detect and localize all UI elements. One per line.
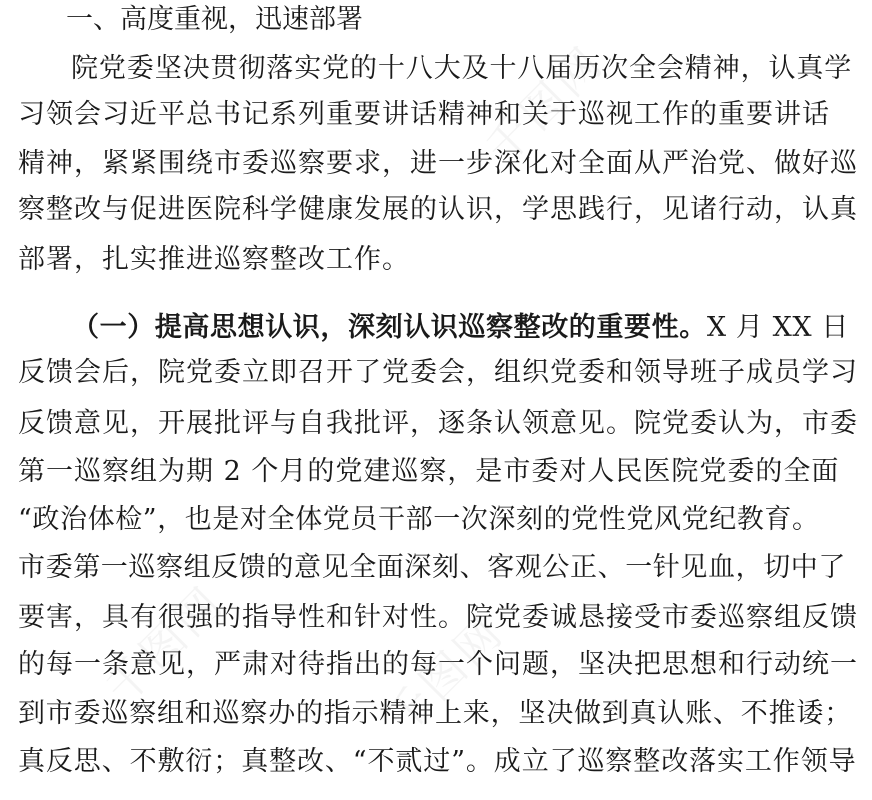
paragraph-2-line-2: 反馈会后，院党委立即召开了党委会，组织党委和领导班子成员学习 bbox=[18, 357, 858, 388]
paragraph-2-line-4: 第一巡察组为期 2 个月的党建巡察，是市委对人民医院党委的全面 bbox=[18, 456, 840, 487]
paragraph-2-line-6: 市委第一巡察组反馈的意见全面深刻、客观公正、一针见血，切中了 bbox=[18, 552, 846, 583]
watermark: 千图网 bbox=[476, 36, 615, 175]
paragraph-2-line-3: 反馈意见，开展批评与自我批评，逐条认领意见。院党委认为，市委 bbox=[18, 408, 858, 439]
paragraph-1-line-4: 察整改与促进医院科学健康发展的认识，学思践行，见诸行动，认真 bbox=[18, 194, 858, 225]
paragraph-2-line-1 bbox=[72, 308, 872, 348]
paragraph-2-date: X 月 XX 日 bbox=[706, 312, 850, 343]
paragraph-2-line-9: 到市委巡察组和巡察办的指示精神上来，坚决做到真认账、不推诿； bbox=[18, 698, 852, 729]
paragraph-1-line-2: 习领会习近平总书记系列重要讲话精神和关于巡视工作的重要讲话 bbox=[18, 99, 830, 130]
paragraph-2-line-5: “政治体检”，也是对全体党员干部一次深刻的党性党风党纪教育。 bbox=[18, 504, 820, 535]
paragraph-2-line-8: 的每一条意见，严肃对待指出的每一个问题，坚决把思想和行动统一 bbox=[18, 649, 858, 680]
watermark: 千图网 bbox=[96, 576, 235, 715]
paragraph-1-line-1: 院党委坚决贯彻落实党的十八大及十八届历次全会精神，认真学 bbox=[71, 53, 853, 84]
paragraph-1-line-3: 精神，紧紧围绕市委巡察要求，进一步深化对全面从严治党、做好巡 bbox=[18, 148, 858, 179]
paragraph-2-line-10: 真反思、不敷衍；真整改、“不贰过”。成立了巡察整改落实工作领导 bbox=[18, 746, 857, 777]
watermark: 千图网 bbox=[376, 606, 515, 745]
paragraph-2-line-7: 要害，具有很强的指导性和针对性。院党委诚恳接受市委巡察组反馈 bbox=[18, 602, 858, 633]
paragraph-1-line-5: 部署，扎实推进巡察整改工作。 bbox=[18, 244, 410, 275]
subsection-heading: （一）提高思想认识，深刻认识巡察整改的重要性。 bbox=[72, 312, 707, 343]
section-heading: 一、高度重视，迅速部署 bbox=[66, 4, 363, 35]
